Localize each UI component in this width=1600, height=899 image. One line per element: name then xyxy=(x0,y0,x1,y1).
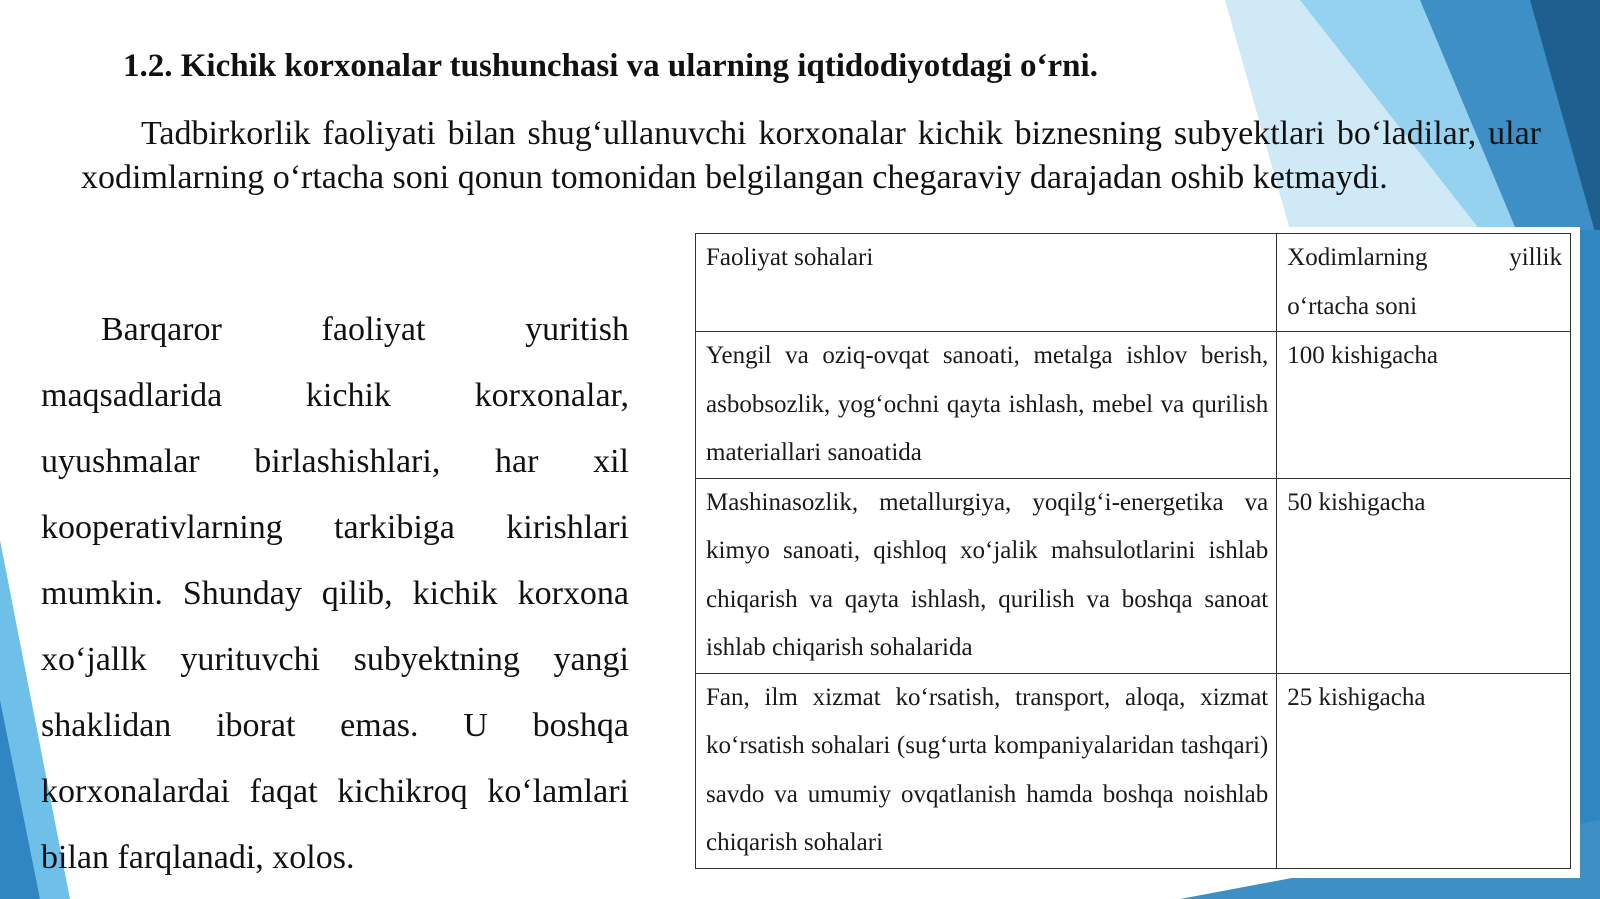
body-paragraph: Barqaror faoliyat yuritish maqsadlarida kichik korxonalar, uyushmalar birlashishlari, har xil kooperativlarning tarkibiga kirishlari mumkin. Shunday qilib, kichik korxona xo‘jallk yurituvchi subyektning yangi shaklidan iborat emas. U boshqa korxonalardai faqat kichikroq ko‘lamlari bilan farqlanadi, xolos. xyxy=(41,311,629,876)
employee-limits-table-container xyxy=(689,227,1580,878)
table-cell-sector: Mashinasozlik, metallurgiya, yoqilg‘i-energetika va kimyo sanoati, qishloq xo‘jalik mahsulotlarini ishlab chiqarish va qayta ishlash, qurilish va boshqa sanoat ishlab chiqarish sohalarida xyxy=(696,478,1277,673)
table-cell-limit: 100 kishigacha xyxy=(1277,332,1571,479)
employee-limits-table xyxy=(695,233,1571,869)
header-cell-employees: Xodimlarning yillik o‘rtacha soni xyxy=(1277,234,1571,332)
table-row xyxy=(696,673,1571,868)
table-cell-limit: 25 kishigacha xyxy=(1277,673,1571,868)
table-row xyxy=(696,478,1571,673)
slide-heading: 1.2. Kichik korxonalar tushunchasi va ularning iqtidodiyotdagi o‘rni. xyxy=(123,48,1098,84)
table-header-row xyxy=(696,234,1571,332)
table-cell-limit: 50 kishigacha xyxy=(1277,478,1571,673)
table-cell-sector: Fan, ilm xizmat ko‘rsatish, transport, aloqa, xizmat ko‘rsatish sohalari (sug‘urta kompaniyalaridan tashqari) savdo va umumiy ovqatlanish hamda boshqa noishlab chiqarish sohalari xyxy=(696,673,1277,868)
table-cell-sector: Yengil va oziq-ovqat sanoati, metalga ishlov berish, asbobsozlik, yog‘ochni qayta ishlash, mebel va qurilish materiallari sanoatida xyxy=(696,332,1277,479)
table-row xyxy=(696,332,1571,479)
header-cell-sectors: Faoliyat sohalari xyxy=(696,234,1277,332)
intro-paragraph: Tadbirkorlik faoliyati bilan shug‘ullanuvchi korxonalar kichik biznesning subyektlari bo‘ladilar, ular xodimlarning o‘rtacha soni qonun tomonidan belgilangan chegaraviy darajadan oshib ketmaydi. xyxy=(81,115,1541,196)
